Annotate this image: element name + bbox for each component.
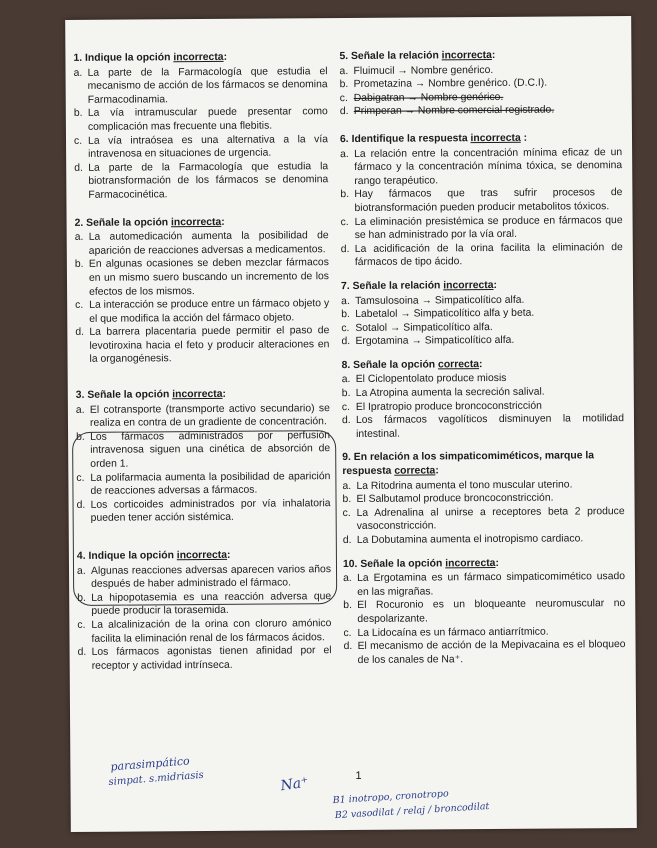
answer-option[interactable] <box>77 617 331 646</box>
option-letter: d. <box>340 243 350 255</box>
option-text: La Dobutamina aumenta el inotropismo cardiaco. <box>356 533 584 546</box>
question-right_column-4 <box>342 450 625 548</box>
question-keyword: incorrecta <box>172 388 223 401</box>
page-number: 1 <box>355 769 362 782</box>
option-letter: d. <box>343 641 353 653</box>
option-letter: d. <box>74 162 83 174</box>
answer-option[interactable] <box>75 297 329 326</box>
option-text: El mecanismo de acción de la Mepivacaina es el bloqueo de los canales de Na⁺. <box>357 639 626 666</box>
answer-option[interactable] <box>73 65 327 108</box>
option-letter: a. <box>342 480 352 492</box>
answer-option[interactable] <box>74 106 328 135</box>
answer-option[interactable] <box>343 597 625 626</box>
question-right_column-1 <box>340 131 623 270</box>
answer-option[interactable] <box>341 241 623 270</box>
question-title-suffix: : <box>221 216 225 228</box>
answer-option[interactable] <box>74 133 328 162</box>
question-title <box>339 48 621 64</box>
answer-option[interactable] <box>76 402 330 431</box>
question-keyword: incorrecta <box>443 279 494 292</box>
option-letter: b. <box>340 189 350 201</box>
option-letter: a. <box>341 374 351 386</box>
option-text: La Adrenalina al unirse a receptores beta 2 produce vasoconstricción. <box>356 505 625 533</box>
handwritten-note-sympathetic: simpat. s.midriasis <box>108 769 205 789</box>
option-letter: d. <box>341 415 351 427</box>
question-keyword: incorrecta <box>170 216 222 228</box>
answer-option[interactable] <box>75 229 329 258</box>
question-title <box>340 131 622 147</box>
option-letter: c. <box>77 619 86 631</box>
option-letter: a. <box>340 148 349 160</box>
option-text: El Ciclopentolato produce miosis <box>355 373 507 386</box>
option-letter: c. <box>73 135 83 147</box>
option-letter: b. <box>76 431 85 443</box>
option-text: Prometazina → Nombre genérico. (D.C.I). <box>353 77 548 91</box>
question-title-text: 1. Indique la opción <box>73 52 174 64</box>
option-letter: a. <box>341 295 350 307</box>
question-title <box>343 556 625 572</box>
right-column <box>339 48 625 677</box>
option-text: La hipopotasemia es una reacción adversa que puede producir la torasemida. <box>91 590 332 618</box>
question-title-suffix: : <box>493 279 498 291</box>
option-text: Los fármacos vagolíticos disminuyen la motilidad intestinal. <box>355 413 625 440</box>
question-title-text: 5. Señale la relación <box>339 50 442 63</box>
option-letter: b. <box>343 600 352 612</box>
option-text: Ergotamina → Simpaticolítico alfa. <box>355 335 515 348</box>
answer-option[interactable] <box>78 644 332 673</box>
option-text: Primperan → Nombre comercial registrado. <box>353 104 555 118</box>
option-letter: c. <box>341 322 350 334</box>
option-letter: c. <box>342 507 351 519</box>
option-letter: b. <box>339 79 349 91</box>
option-text: Hay fármacos que tras sufrir procesos de biotransformación pueden producir metabolitos tóxicos. <box>354 187 623 214</box>
question-title-text: 10. Señale la opción <box>342 557 446 570</box>
question-title <box>75 215 329 230</box>
question-keyword: incorrecta <box>173 51 224 64</box>
option-text: La parte de la Farmacología que estudia la biotransformación de los fármacos se denomina Farmacocinética. <box>88 160 329 201</box>
option-text: El cotransporte (transmporte activo secundario) se realiza en contra de un gradiente de concentración. <box>89 402 330 430</box>
question-title-text: 4. Indique la opción <box>76 550 177 562</box>
option-text: Los corticoides administrados por vía inhalatoria pueden tener acción sistémica. <box>90 497 331 525</box>
option-text: Algunas reacciones adversas aparecen varios años después de haber administrado el fármaco. <box>90 563 332 591</box>
option-letter: b. <box>341 309 350 321</box>
answer-option[interactable] <box>343 532 625 548</box>
option-text: Los fármacos administrados por perfusión intravenosa siguen una cinética de absorción de orden 1. <box>90 429 331 470</box>
handwritten-note-b2: B2 vasodilat / relaj / broncodilat <box>334 801 490 822</box>
question-keyword: incorrecta <box>176 549 228 562</box>
handwritten-note-b1: B1 inotropo, cronotropo <box>332 788 449 807</box>
question-left_column-0 <box>73 50 328 202</box>
option-letter: d. <box>77 647 87 659</box>
handdrawn-circle-q3 <box>72 430 337 606</box>
option-letter: d. <box>342 534 352 547</box>
option-letter: b. <box>73 108 83 120</box>
option-text: Sotalol → Simpaticolítico alfa. <box>355 321 493 334</box>
exam-sheet <box>65 16 637 832</box>
option-text: La acidificación de la orina facilita la eliminación de fármacos de tipo ácido. <box>354 241 623 269</box>
option-letter: d. <box>75 327 85 339</box>
question-title-suffix: : <box>222 388 226 400</box>
question-title-suffix: : <box>495 557 499 569</box>
option-text: Labetalol → Simpaticolítico alfa y beta. <box>355 307 535 321</box>
option-text: Los fármacos agonistas tienen afinidad por el receptor y actividad intrínseca. <box>91 645 332 672</box>
option-text: La alcalinización de la orina con cloruro amónico facilita la eliminación renal de los fármacos ácidos. <box>91 618 332 645</box>
option-text: Dabigatran → Nombre genérico. <box>353 91 504 104</box>
question-keyword: correcta <box>437 358 480 371</box>
option-letter: c. <box>343 627 352 639</box>
option-letter: c. <box>339 92 348 104</box>
answer-option[interactable] <box>341 214 623 243</box>
option-text: La vía intramuscular puede presentar como complicación mas frecuente una flebitis. <box>87 106 328 133</box>
option-text: La parte de la Farmacología que estudia el mecanismo de acción de los fármacos se denomina Farmacodinamia. <box>87 65 328 106</box>
question-left_column-1 <box>75 215 330 367</box>
option-text: La automedicación aumenta la posibilidad de aparición de reacciones adversas a medicamentos. <box>88 230 329 257</box>
question-title-text: 9. En relación a los simpaticomiméticos, marque la respuesta <box>342 450 595 478</box>
option-letter: a. <box>73 67 83 79</box>
handwritten-note-na: Na⁺ <box>279 774 310 795</box>
question-title-suffix: : <box>520 132 528 144</box>
option-letter: c. <box>75 299 84 312</box>
option-text: El Salbutamol produce broncoconstricción. <box>356 492 554 506</box>
option-text: Tamsulosoina → Simpaticolítico alfa. <box>355 294 525 307</box>
question-right_column-3 <box>342 357 625 442</box>
option-letter: d. <box>341 336 351 348</box>
option-letter: c. <box>341 401 351 413</box>
option-letter: c. <box>340 216 349 228</box>
question-title <box>341 278 623 294</box>
question-keyword: correcta <box>394 465 436 477</box>
option-letter: b. <box>341 388 351 400</box>
question-title-suffix: : <box>223 51 228 63</box>
answer-option[interactable] <box>340 103 622 119</box>
question-title-suffix: : <box>479 358 483 370</box>
answer-option[interactable] <box>75 256 329 299</box>
option-letter: b. <box>342 494 352 506</box>
option-text: El Rocuronio es un bloqueante neuromuscular no despolarizante. <box>357 598 626 625</box>
option-letter: c. <box>76 472 85 484</box>
option-text: La Ritodrina aumenta el tono muscular uterino. <box>356 479 573 492</box>
answer-option[interactable] <box>342 412 624 441</box>
question-keyword: incorrecta <box>445 557 496 569</box>
question-title-suffix: : <box>491 49 496 62</box>
question-keyword: incorrecta <box>441 50 492 62</box>
question-keyword: incorrecta <box>470 132 521 145</box>
option-text: La Lidocaína es un fármaco antiarrítmico. <box>357 626 549 639</box>
question-right_column-5 <box>343 556 626 668</box>
option-text: La interacción se produce entre un fármaco objeto y el que modifica la acción del fármaco objeto. <box>89 298 330 325</box>
option-letter: a. <box>76 565 86 577</box>
option-text: La relación entre la concentración mínima eficaz de un fármaco y la concentración mínima tóxica, se denomina rango terapéutico. <box>354 146 623 187</box>
option-text: La Ergotamina es un fármaco simpaticomimético usado en las migrañas. <box>357 571 626 598</box>
question-title <box>76 387 330 402</box>
option-text: En algunas ocasiones se deben mezclar fármacos en un mismo suero buscando un incremento de los efectos de los mismos. <box>88 257 330 298</box>
question-right_column-2 <box>341 278 623 349</box>
option-text: La Atropina aumenta la secreción salival. <box>355 386 545 400</box>
option-text: La barrera placentaria puede permitir el paso de levotiroxina hacia el feto y producir alteraciones en la organogénesis. <box>89 325 330 366</box>
answer-option[interactable] <box>340 186 622 215</box>
option-text: La polifarmacia aumenta la posibilidad de aparición de reacciones adversas a fármacos. <box>90 470 331 498</box>
question-title-text: 8. Señale la opción <box>341 359 439 371</box>
answer-option[interactable] <box>75 324 329 367</box>
question-title <box>342 450 624 479</box>
option-text: La eliminación presistémica se produce en fármacos que se han administrado por la vía oral. <box>354 214 623 242</box>
question-title-text: 7. Señale la relación <box>341 280 444 292</box>
question-title-suffix: : <box>227 549 231 561</box>
option-text: La vía intraósea es una alternativa a la vía intravenosa en situaciones de urgencia. <box>87 133 329 160</box>
answer-option[interactable] <box>344 638 626 667</box>
answer-option[interactable] <box>343 505 625 534</box>
option-letter: d. <box>76 499 86 511</box>
option-letter: a. <box>74 231 84 244</box>
option-letter: b. <box>77 592 86 604</box>
option-text: Fluimucil → Nombre genérico. <box>353 64 494 77</box>
question-title-text: 2. Señale la opción <box>74 216 172 229</box>
question-right_column-0 <box>339 48 621 119</box>
option-letter: a. <box>343 573 352 585</box>
question-title <box>73 50 327 65</box>
answer-option[interactable] <box>341 333 623 349</box>
question-title-text: 3. Señale la opción <box>75 389 173 401</box>
handwritten-note-parasympathetic: parasimpático <box>109 754 191 774</box>
answer-option[interactable] <box>74 160 328 203</box>
question-title-suffix: : <box>435 465 439 477</box>
answer-option[interactable] <box>340 146 622 189</box>
option-text: El Ipratropio produce broncoconstricción <box>355 400 542 413</box>
option-letter: a. <box>75 404 85 416</box>
option-letter: d. <box>339 106 349 118</box>
question-title <box>342 357 624 373</box>
answer-option[interactable] <box>343 570 625 599</box>
option-letter: a. <box>339 65 349 77</box>
question-title-text: 6. Identifique la respuesta <box>339 133 471 146</box>
option-letter: b. <box>74 259 84 271</box>
